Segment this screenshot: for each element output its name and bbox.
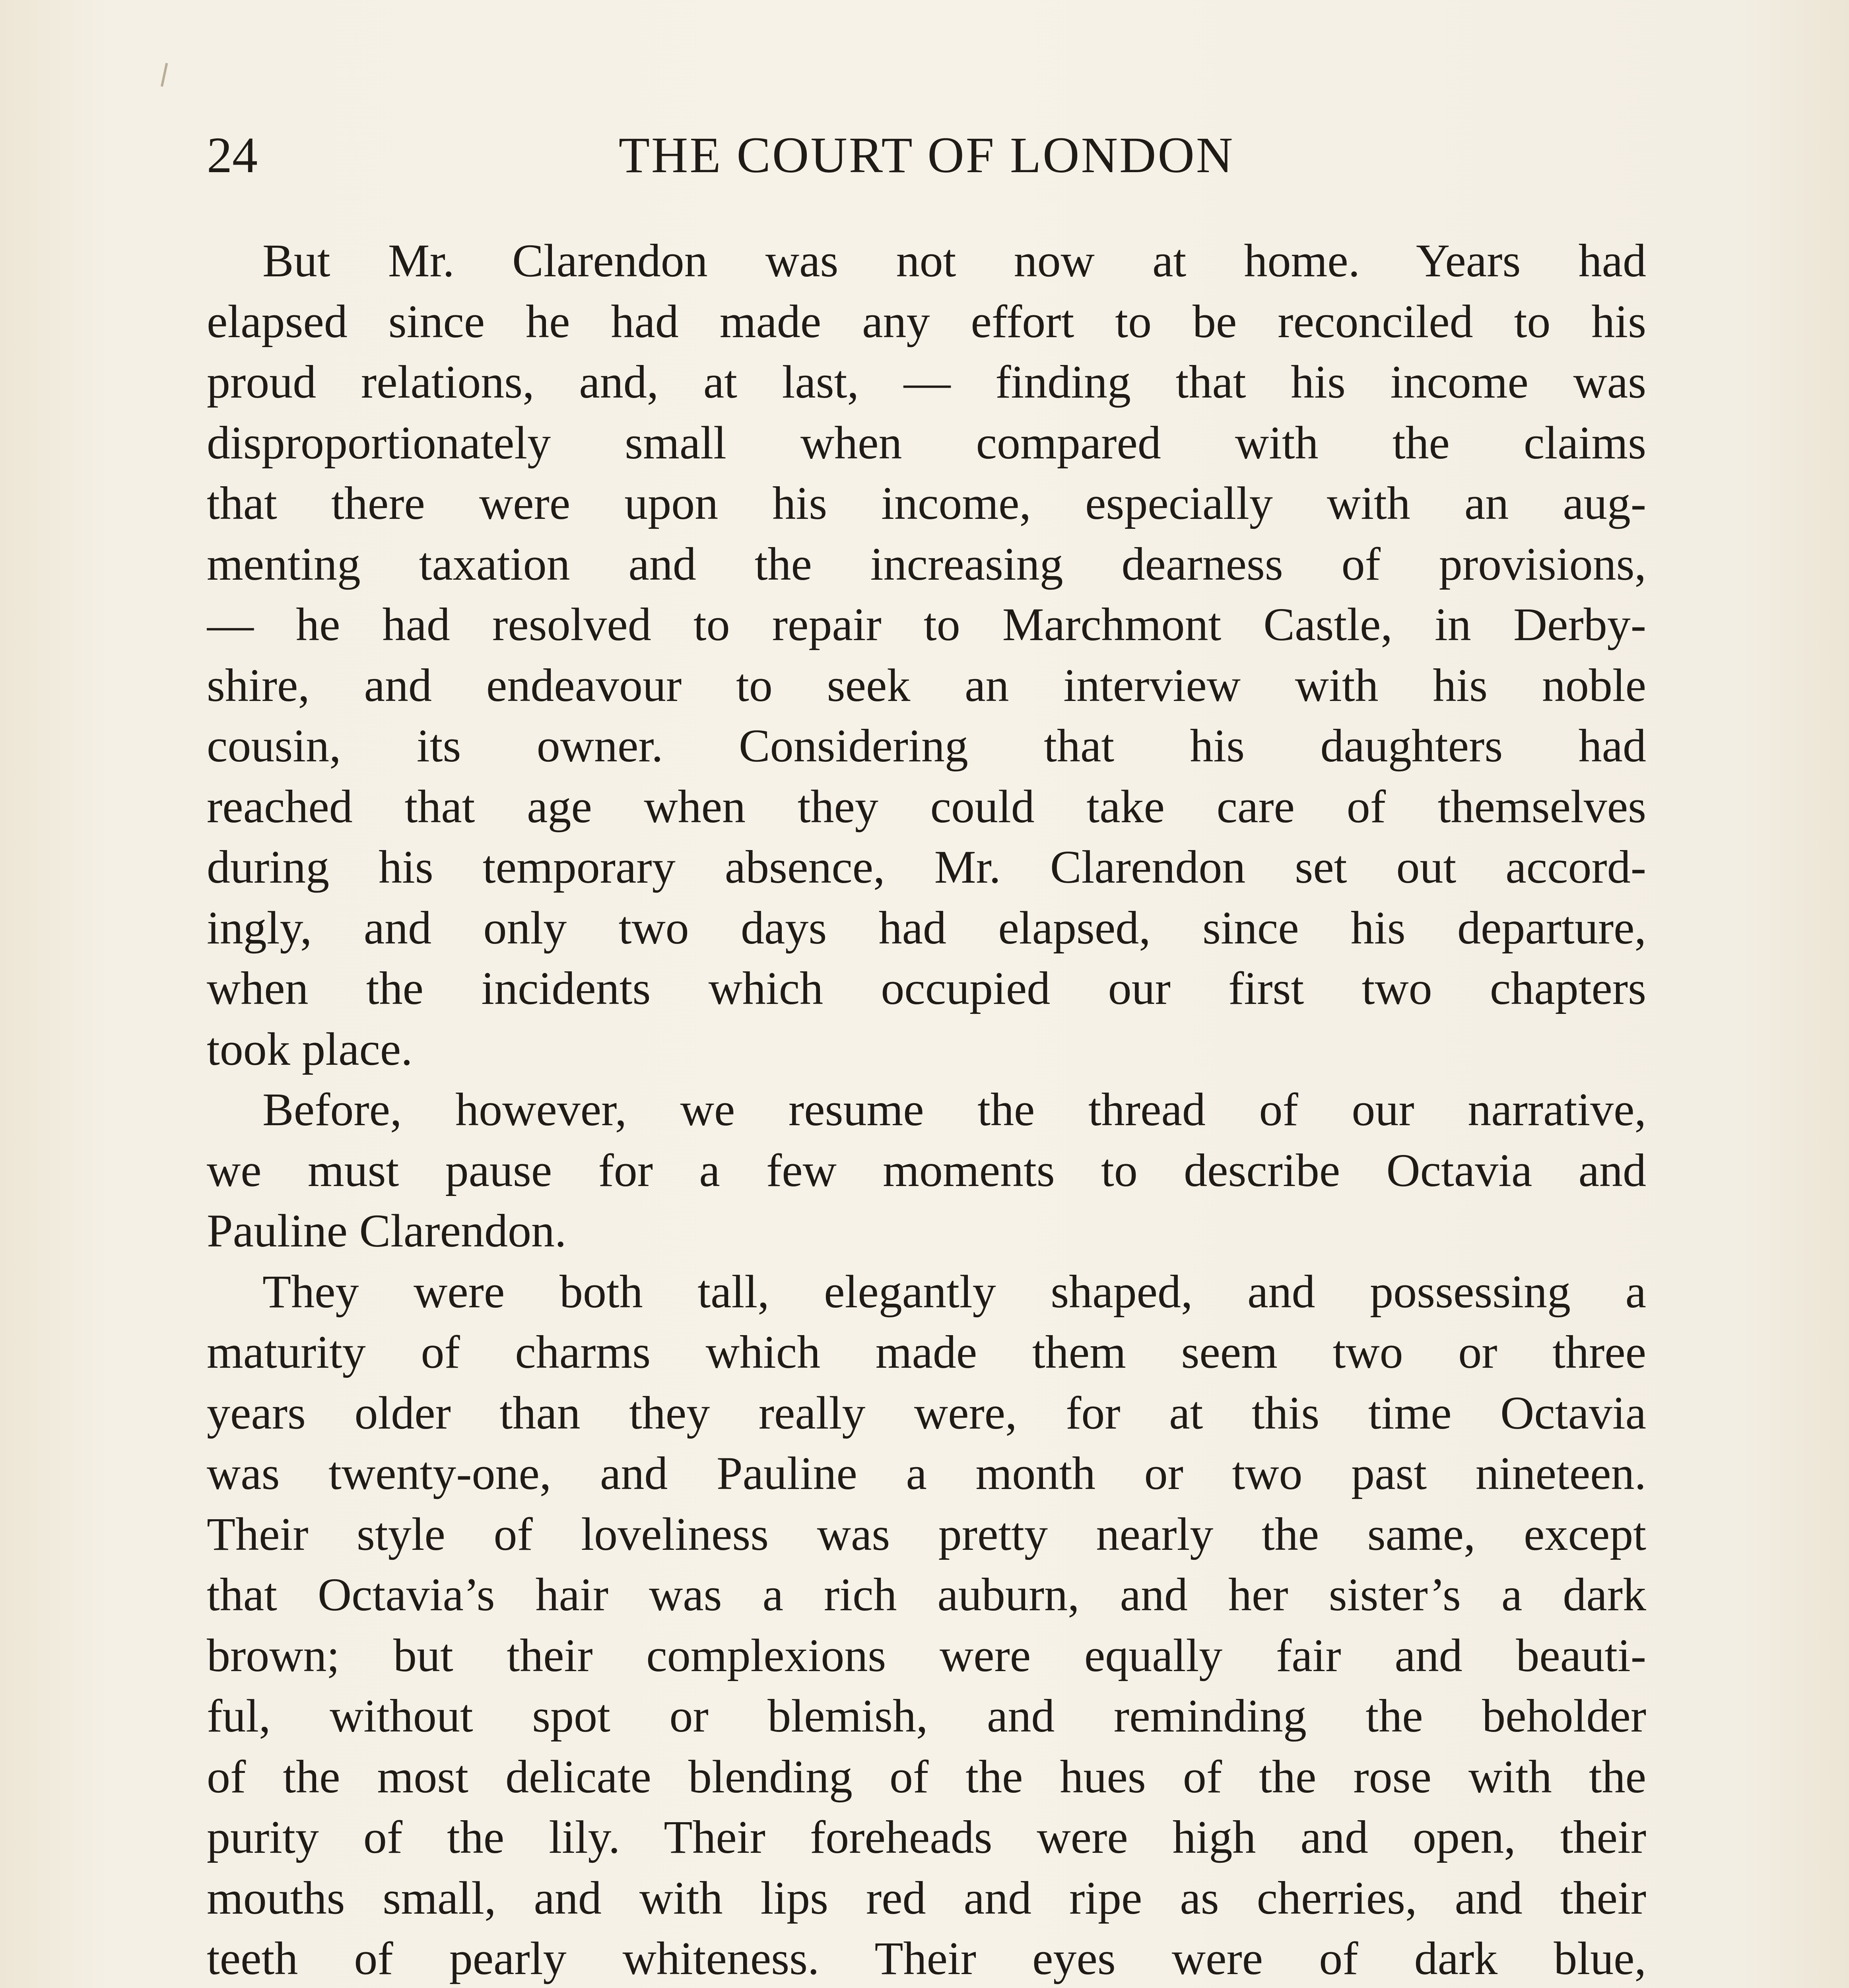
text-line: mouths small, and with lips red and ripe as cherries, and their: [207, 1872, 1646, 1924]
text-line: of the most delicate blending of the hues of the rose with the: [207, 1750, 1646, 1803]
page-header: [207, 119, 1646, 191]
text-line: Their style of loveliness was pretty nearly the same, except: [207, 1508, 1646, 1560]
text-line: menting taxation and the increasing dearness of provisions,: [207, 538, 1646, 590]
text-line: was twenty-one, and Pauline a month or two past nineteen.: [207, 1447, 1646, 1499]
text-line: that Octavia’s hair was a rich auburn, and her sister’s a dark: [207, 1569, 1646, 1621]
text-line: proud relations, and, at last, — finding that his income was: [207, 356, 1646, 408]
page-number: 24: [207, 127, 258, 183]
body-text: [207, 231, 1646, 1988]
text-line: we must pause for a few moments to describe Octavia and: [207, 1144, 1646, 1196]
text-line: But Mr. Clarendon was not now at home. Years had: [262, 235, 1646, 287]
text-line: during his temporary absence, Mr. Clarendon set out accord-: [207, 841, 1646, 893]
text-line: shire, and endeavour to seek an interview with his noble: [207, 659, 1646, 711]
text-line: — he had resolved to repair to Marchmont Castle, in Derby-: [207, 598, 1646, 650]
text-line: Before, however, we resume the thread of our narrative,: [262, 1083, 1646, 1136]
text-line: purity of the lily. Their foreheads were high and open, their: [207, 1811, 1646, 1863]
text-line: teeth of pearly whiteness. Their eyes were of dark blue,: [207, 1932, 1646, 1984]
text-line: They were both tall, elegantly shaped, and possessing a: [262, 1265, 1646, 1318]
text-line: ingly, and only two days had elapsed, since his departure,: [207, 901, 1646, 954]
text-line: that there were upon his income, especially with an aug-: [207, 477, 1646, 529]
running-title: THE COURT OF LONDON: [618, 127, 1235, 183]
text-line: years older than they really were, for at this time Octavia: [207, 1386, 1646, 1439]
text-line: disproportionately small when compared with the claims: [207, 416, 1646, 469]
text-line: maturity of charms which made them seem two or three: [207, 1326, 1646, 1378]
text-line: reached that age when they could take care of themselves: [207, 780, 1646, 833]
text-line: when the incidents which occupied our first two chapters: [207, 962, 1646, 1014]
text-line: ful, without spot or blemish, and reminding the beholder: [207, 1690, 1646, 1742]
text-line: cousin, its owner. Considering that his daughters had: [207, 720, 1646, 772]
margin-mark: [161, 63, 175, 88]
text-line: brown; but their complexions were equally fair and beauti-: [207, 1629, 1646, 1681]
paragraph: [207, 1079, 1646, 1262]
text-line: Pauline Clarendon.: [207, 1205, 567, 1257]
text-line: took place.: [207, 1023, 413, 1075]
paragraph: [207, 231, 1646, 1079]
text-line: elapsed since he had made any effort to be reconciled to his: [207, 295, 1646, 348]
paragraph: [207, 1262, 1646, 1988]
